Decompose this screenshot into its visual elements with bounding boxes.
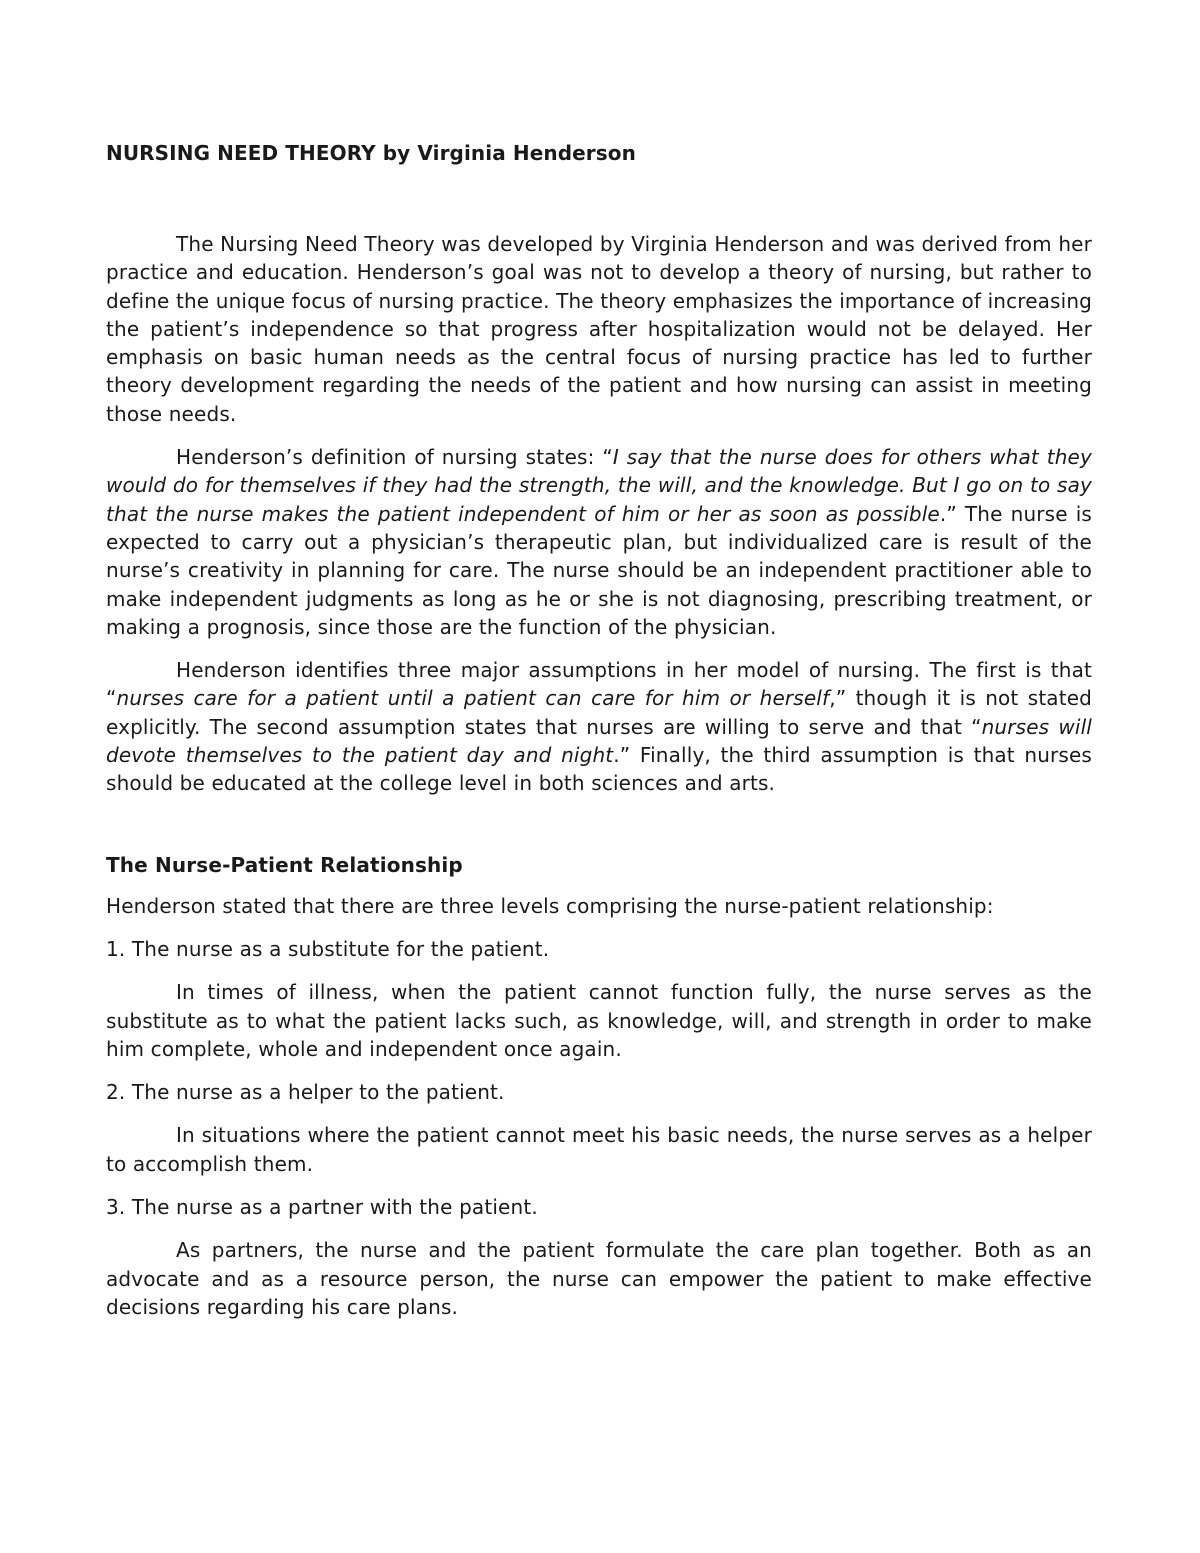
relationship-intro: Henderson stated that there are three levels comprising the nurse-patient relationship: (106, 893, 994, 918)
assumptions-quote-1: nurses care for a patient until a patient can care for him or herself (116, 686, 830, 711)
level-3-text: As partners, the nurse and the patient formulate the care plan together. Both as an advocate and as a resource person, the nurse can empower the patient to make effective decisions regarding his care plans. (106, 1238, 1092, 1319)
definition-paragraph (106, 443, 1092, 641)
assumptions-part-3: .” Finally, the third assumption is that nurses should be educated at the college level in both sciences and arts. (106, 743, 1092, 796)
level-1-text: In times of illness, when the patient cannot function fully, the nurse serves as the substitute as to what the patient lacks such, as knowledge, will, and strength in order to make him complete, whole and independent once again. (106, 980, 1092, 1061)
document-title: NURSING NEED THEORY by Virginia Henderson (106, 141, 636, 165)
assumptions-part-1: Henderson identifies three major assumptions in her model of nursing. The first is that “ (106, 658, 1092, 711)
assumptions-quote-2: nurses will devote themselves to the patient day and night (106, 714, 1092, 768)
level-3-label: 3. The nurse as a partner with the patient. (106, 1195, 538, 1220)
definition-quote: I say that the nurse does for others what they would do for themselves if they had the strength, the will, and the knowledge. But I go on to say that the nurse makes the patient independent of him or her as soon as possible (106, 445, 1092, 526)
definition-rest: .” The nurse is expected to carry out a physician’s therapeutic plan, but individualized care is result of the nurse’s creativity in planning for care. The nurse should be an independent practitioner able to make independent judgments as long as he or she is not diagnosing, prescribing treatment, or making a prognosis, since those are the function of the physician. (106, 501, 1092, 639)
level-1-label: 1. The nurse as a substitute for the patient. (106, 936, 550, 961)
level-2-text: In situations where the patient cannot meet his basic needs, the nurse serves as a helper to accomplish them. (106, 1123, 1092, 1176)
definition-lead: Henderson’s definition of nursing states: “ (176, 445, 613, 470)
intro-paragraph: The Nursing Need Theory was developed by Virginia Henderson and was derived from her practice and education. Henderson’s goal was not to develop a theory of nursing, but rather to define the unique focus of nursing practice. The theory emphasizes the importance of increasing the patient’s independence so that progress after hospitalization would not be delayed. Her emphasis on basic human needs as the central focus of nursing practice has led to further theory development regarding the needs of the patient and how nursing can assist in meeting those needs. (106, 232, 1092, 426)
assumptions-part-2: ,” though it is not stated explicitly. The second assumption states that nurses are willing to serve and that “ (106, 686, 1093, 739)
level-2-label: 2. The nurse as a helper to the patient. (106, 1080, 505, 1105)
intro-section (106, 230, 1092, 798)
document-page (106, 138, 1092, 1336)
relationship-heading: The Nurse-Patient Relationship (106, 852, 463, 877)
assumptions-paragraph (106, 656, 1092, 797)
